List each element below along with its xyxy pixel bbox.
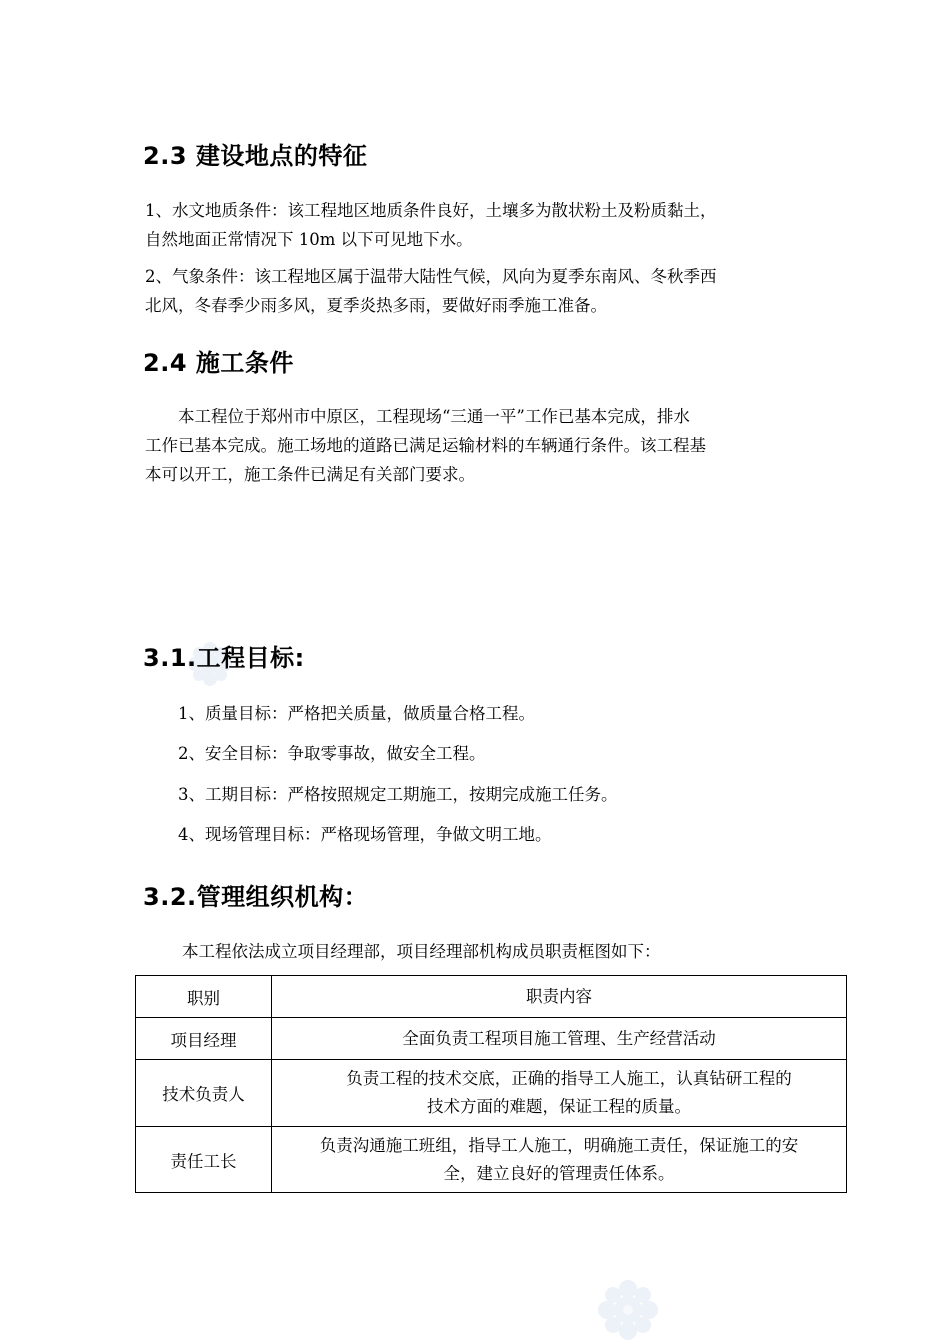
section-3-2-intro: 本工程依法成立项目经理部，项目经理部机构成员职责框图如下：: [182, 942, 661, 961]
duty-line: 负责沟通施工班组，指导工人施工，明确施工责任，保证施工的安: [319, 1135, 799, 1155]
section-2-4-paragraph: [145, 402, 810, 489]
goal-item: 3、工期目标：严格按照规定工期施工，按期完成施工任务。: [178, 785, 618, 804]
table-row: [136, 1018, 847, 1060]
role-cell: 技术负责人: [136, 1060, 272, 1127]
duty-cell: [272, 1127, 847, 1193]
duty-line: 技术方面的难题，保证工程的质量。: [427, 1097, 691, 1116]
goal-item: 1、质量目标：严格把关质量，做质量合格工程。: [178, 704, 535, 723]
role-cell: 责任工长: [136, 1127, 272, 1193]
table-header-row: [136, 976, 847, 1018]
text-line: 自然地面正常情况下 10m 以下可见地下水。: [145, 230, 473, 249]
table-row: [136, 1060, 847, 1127]
text-line: 1、水文地质条件：该工程地区地质条件良好，土壤多为散状粉土及粉质黏土，: [145, 201, 717, 220]
text-line: 本工程位于郑州市中原区，工程现场“三通一平”工作已基本完成，排水: [178, 407, 690, 426]
duty-line: 全，建立良好的管理责任体系。: [443, 1163, 675, 1183]
section-3-1-heading: 3.1.工程目标:: [143, 644, 305, 672]
goal-item: 2、安全目标：争取零事故，做安全工程。: [178, 744, 486, 763]
role-cell: 项目经理: [136, 1018, 272, 1060]
duty-line: 负责工程的技术交底，正确的指导工人施工，认真钻研工程的: [346, 1069, 792, 1088]
goal-item: 4、现场管理目标：严格现场管理，争做文明工地。: [178, 825, 552, 844]
section-2-3-paragraph-1: [145, 196, 810, 254]
section-3-2-heading: 3.2.管理组织机构：: [143, 883, 369, 911]
duty-cell: [272, 1060, 847, 1127]
header-role: 职别: [136, 976, 272, 1018]
section-2-3-paragraph-2: [145, 262, 810, 320]
header-duty: 职责内容: [272, 976, 847, 1018]
duty-cell: [272, 1018, 847, 1060]
text-line: 本可以开工，施工条件已满足有关部门要求。: [145, 465, 475, 484]
section-2-3-heading: 2.3 建设地点的特征: [143, 142, 368, 170]
snowflake-watermark-icon: [596, 1278, 660, 1342]
duty-table: [135, 975, 847, 1193]
text-line: 工作已基本完成。施工场地的道路已满足运输材料的车辆通行条件。该工程基: [145, 436, 706, 455]
text-line: 2、气象条件：该工程地区属于温带大陆性气候，风向为夏季东南风、冬秋季西: [145, 267, 717, 286]
table-row: [136, 1127, 847, 1193]
duty-line: 全面负责工程项目施工管理、生产经营活动: [402, 1028, 716, 1048]
section-2-4-heading: 2.4 施工条件: [143, 349, 294, 377]
text-line: 北风，冬春季少雨多风，夏季炎热多雨，要做好雨季施工准备。: [145, 296, 607, 315]
